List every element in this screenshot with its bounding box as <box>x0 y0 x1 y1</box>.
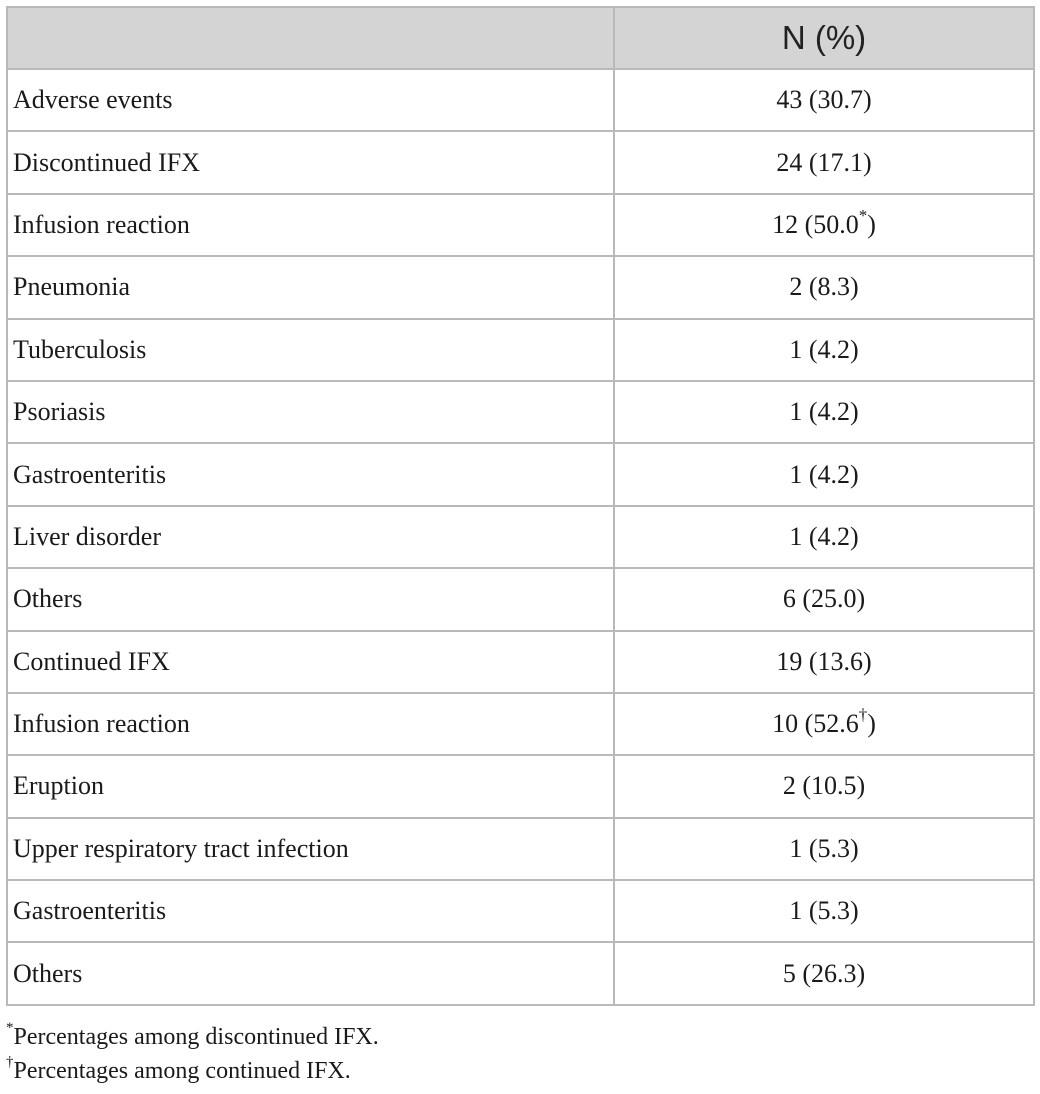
row-value-cell <box>614 131 1034 193</box>
footnote-marker: † <box>858 705 868 725</box>
row-label-cell: Tuberculosis <box>7 319 614 381</box>
footnote <box>6 1054 379 1088</box>
value-suffix: ) <box>867 209 876 239</box>
value-text: 5 (26.3) <box>782 958 866 988</box>
value-text: 6 (25.0) <box>782 584 866 614</box>
table-row <box>7 631 1034 693</box>
row-label-cell: Others <box>7 568 614 630</box>
table-row <box>7 443 1034 505</box>
value-text: 2 (8.3) <box>789 272 859 302</box>
row-label-cell: Adverse events <box>7 69 614 131</box>
footnote-marker: * <box>858 206 868 226</box>
row-value-cell <box>614 506 1034 568</box>
table-row <box>7 69 1034 131</box>
row-label-cell: Liver disorder <box>7 506 614 568</box>
row-label-cell: Eruption <box>7 755 614 817</box>
row-value-cell <box>614 631 1034 693</box>
row-value-cell <box>614 443 1034 505</box>
table-row <box>7 194 1034 256</box>
footnote-marker: * <box>6 1020 14 1036</box>
row-label-cell: Discontinued IFX <box>7 131 614 193</box>
value-text: 43 (30.7) <box>776 85 872 115</box>
footnote-marker: † <box>6 1054 14 1070</box>
row-value-cell <box>614 818 1034 880</box>
table-row <box>7 256 1034 318</box>
table-row <box>7 319 1034 381</box>
value-text: 1 (5.3) <box>789 833 859 863</box>
row-value-cell <box>614 880 1034 942</box>
table-row <box>7 131 1034 193</box>
table-row <box>7 506 1034 568</box>
table-row <box>7 381 1034 443</box>
row-value-cell <box>614 69 1034 131</box>
header-label-cell <box>7 7 614 69</box>
row-value-cell <box>614 256 1034 318</box>
table-row <box>7 818 1034 880</box>
adverse-events-table-container <box>6 6 1033 1006</box>
row-value-cell <box>614 693 1034 755</box>
value-text: 1 (4.2) <box>789 521 859 551</box>
value-text: 10 (52.6 <box>772 709 859 739</box>
footnote <box>6 1020 379 1054</box>
footnotes <box>6 1020 379 1088</box>
table-row <box>7 880 1034 942</box>
value-text: 1 (4.2) <box>789 334 859 364</box>
value-text: 2 (10.5) <box>782 771 866 801</box>
row-label-cell: Continued IFX <box>7 631 614 693</box>
row-label-cell: Upper respiratory tract infection <box>7 818 614 880</box>
header-value-cell: N (%) <box>614 7 1034 69</box>
footnote-text: Percentages among continued IFX. <box>13 1058 351 1084</box>
footnote-text: Percentages among discontinued IFX. <box>13 1024 379 1050</box>
row-value-cell <box>614 755 1034 817</box>
table-row <box>7 568 1034 630</box>
value-text: 19 (13.6) <box>776 646 872 676</box>
row-label-cell: Pneumonia <box>7 256 614 318</box>
row-label-cell: Gastroenteritis <box>7 443 614 505</box>
row-label-cell: Gastroenteritis <box>7 880 614 942</box>
value-suffix: ) <box>867 709 876 739</box>
row-value-cell <box>614 319 1034 381</box>
row-label-cell: Infusion reaction <box>7 693 614 755</box>
table-body <box>7 69 1034 1005</box>
value-text: 12 (50.0 <box>772 209 859 239</box>
table-row <box>7 755 1034 817</box>
table-row <box>7 693 1034 755</box>
row-label-cell: Psoriasis <box>7 381 614 443</box>
value-text: 24 (17.1) <box>776 147 872 177</box>
header-row <box>7 7 1034 69</box>
adverse-events-table <box>6 6 1035 1006</box>
table-header <box>7 7 1034 69</box>
table-row <box>7 942 1034 1004</box>
value-text: 1 (4.2) <box>789 397 859 427</box>
row-value-cell <box>614 942 1034 1004</box>
row-label-cell: Infusion reaction <box>7 194 614 256</box>
row-label-cell: Others <box>7 942 614 1004</box>
row-value-cell <box>614 568 1034 630</box>
value-text: 1 (4.2) <box>789 459 859 489</box>
row-value-cell <box>614 381 1034 443</box>
value-text: 1 (5.3) <box>789 896 859 926</box>
row-value-cell <box>614 194 1034 256</box>
